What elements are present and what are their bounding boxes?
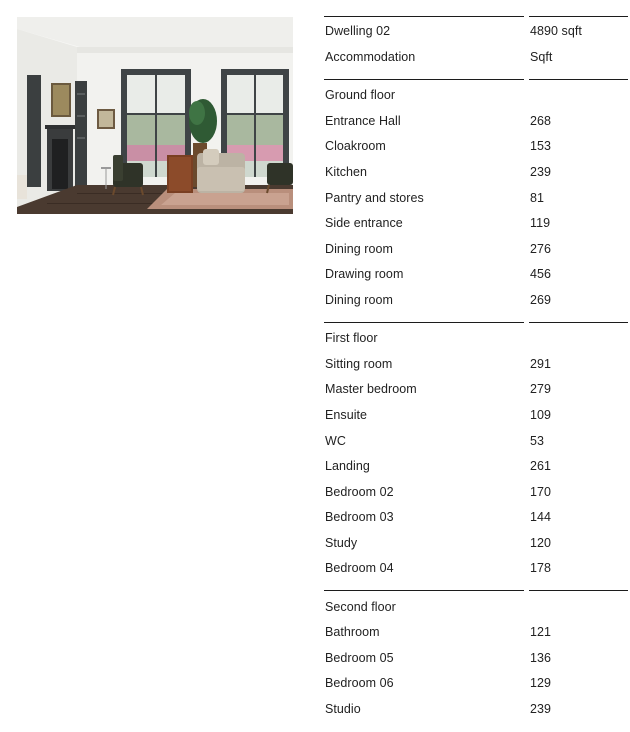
room-name: Bathroom — [325, 625, 380, 639]
room-row — [324, 482, 628, 502]
floor-heading-label: Ground floor — [325, 88, 396, 102]
room-area: 261 — [530, 459, 552, 473]
floor-heading-label: First floor — [325, 331, 378, 345]
column-header-row — [324, 47, 628, 67]
room-area: 456 — [530, 267, 552, 281]
room-row — [324, 699, 628, 719]
column-header-sqft: Sqft — [530, 50, 553, 64]
room-name: Entrance Hall — [325, 114, 401, 128]
room-name: Study — [325, 536, 358, 550]
section-rule — [324, 322, 524, 323]
room-name: Dining room — [325, 293, 393, 307]
interior-render-image — [17, 17, 293, 214]
room-name: Master bedroom — [325, 382, 417, 396]
section-rule — [529, 79, 628, 80]
room-name: Bedroom 02 — [325, 485, 394, 499]
room-area: 291 — [530, 357, 552, 371]
room-area: 53 — [530, 434, 545, 448]
room-row — [324, 533, 628, 553]
dwelling-name: Dwelling 02 — [325, 24, 391, 38]
room-name: Side entrance — [325, 216, 403, 230]
room-row — [324, 507, 628, 527]
room-row — [324, 136, 628, 156]
room-area: 120 — [530, 536, 552, 550]
room-row — [324, 290, 628, 310]
room-name: Ensuite — [325, 408, 368, 422]
dwelling-total-area: 4890 sqft — [530, 24, 582, 38]
room-name: Bedroom 04 — [325, 561, 394, 575]
room-area: 109 — [530, 408, 552, 422]
floor-heading — [324, 597, 628, 617]
room-name: Sitting room — [325, 357, 393, 371]
room-row — [324, 354, 628, 374]
room-area: 269 — [530, 293, 552, 307]
floor-heading — [324, 328, 628, 348]
room-row — [324, 111, 628, 131]
room-name: Bedroom 03 — [325, 510, 394, 524]
room-area: 279 — [530, 382, 552, 396]
room-row — [324, 673, 628, 693]
room-row — [324, 162, 628, 182]
room-area: 81 — [530, 191, 545, 205]
room-name: Landing — [325, 459, 370, 473]
dwelling-row — [324, 21, 628, 41]
room-name: Drawing room — [325, 267, 404, 281]
room-area: 276 — [530, 242, 552, 256]
room-row — [324, 405, 628, 425]
room-name: Bedroom 05 — [325, 651, 394, 665]
room-area: 153 — [530, 139, 552, 153]
room-name: Cloakroom — [325, 139, 386, 153]
room-name: Dining room — [325, 242, 393, 256]
room-name: Pantry and stores — [325, 191, 424, 205]
section-rule — [529, 322, 628, 323]
room-row — [324, 431, 628, 451]
column-header-accommodation: Accommodation — [325, 50, 416, 64]
room-area: 239 — [530, 165, 552, 179]
room-area: 170 — [530, 485, 552, 499]
room-row — [324, 188, 628, 208]
room-area: 121 — [530, 625, 552, 639]
room-area: 178 — [530, 561, 552, 575]
room-name: Kitchen — [325, 165, 368, 179]
section-rule — [324, 79, 524, 80]
header-rule — [324, 16, 524, 17]
room-row — [324, 648, 628, 668]
room-row — [324, 622, 628, 642]
room-area: 119 — [530, 216, 551, 230]
room-area: 239 — [530, 702, 552, 716]
room-row — [324, 456, 628, 476]
room-row — [324, 558, 628, 578]
room-name: Studio — [325, 702, 361, 716]
section-rule — [324, 590, 524, 591]
header-rule — [529, 16, 628, 17]
room-name: Bedroom 06 — [325, 676, 394, 690]
room-row — [324, 239, 628, 259]
floor-heading-label: Second floor — [325, 600, 396, 614]
section-rule — [529, 590, 628, 591]
floor-heading — [324, 85, 628, 105]
room-row — [324, 213, 628, 233]
room-area: 268 — [530, 114, 552, 128]
room-name: WC — [325, 434, 346, 448]
room-row — [324, 264, 628, 284]
room-area: 129 — [530, 676, 552, 690]
room-area: 144 — [530, 510, 552, 524]
room-row — [324, 379, 628, 399]
room-area: 136 — [530, 651, 552, 665]
